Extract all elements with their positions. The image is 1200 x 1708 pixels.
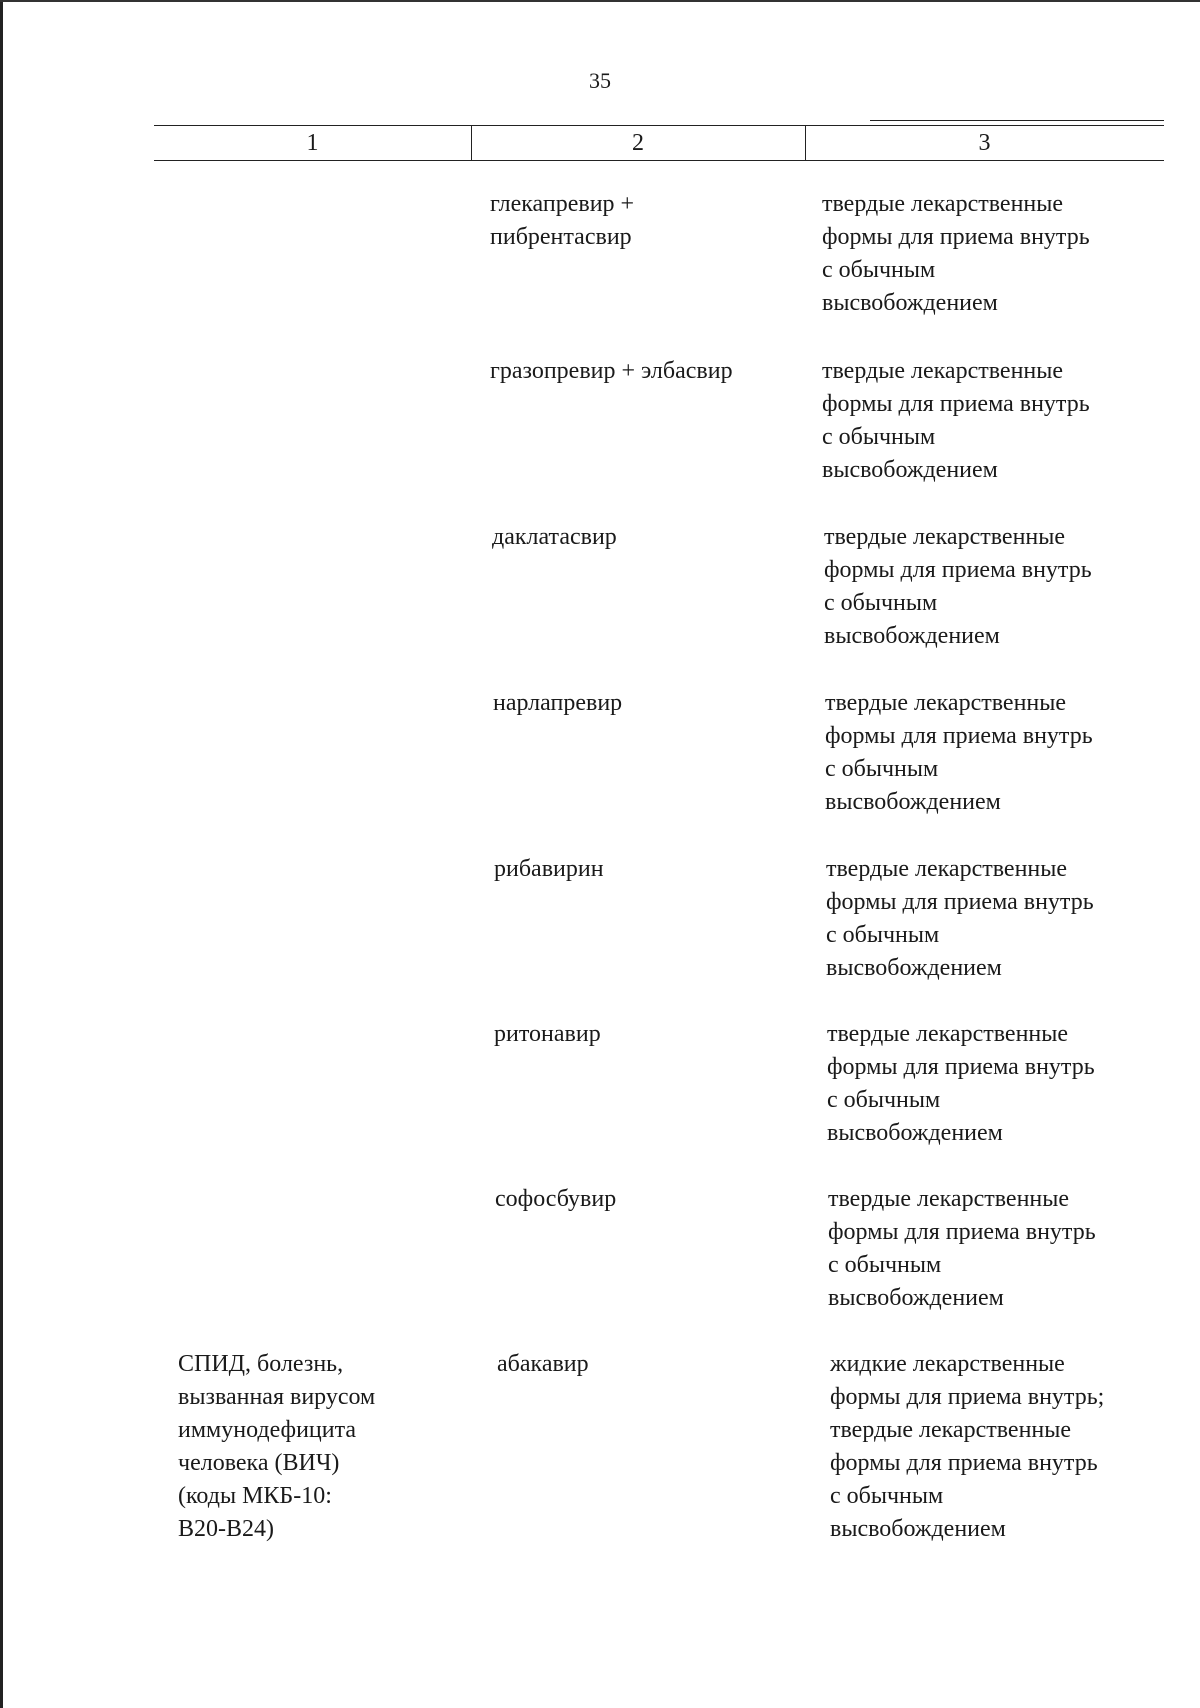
row-1-form: твердые лекарственные формы для приема внутрь с обычным высвобождением xyxy=(822,191,1090,316)
header-col-3: 3 xyxy=(978,130,991,156)
row-3-drug: даклатасвир xyxy=(492,524,617,550)
row-8-disease: СПИД, болезнь, вызванная вирусом иммунодефицита человека (ВИЧ) (коды МКБ-10: B20-B24) xyxy=(178,1351,376,1542)
row-5-drug: рибавирин xyxy=(494,856,604,882)
row-7-form: твердые лекарственные формы для приема внутрь с обычным высвобождением xyxy=(828,1186,1096,1311)
row-7-drug: софосбувир xyxy=(495,1186,617,1212)
header-col-1: 1 xyxy=(306,130,319,156)
header-col-2: 2 xyxy=(632,130,644,156)
header-rule-top-right xyxy=(870,120,1164,121)
scan-edge-left xyxy=(0,0,3,1708)
row-4-form: твердые лекарственные формы для приема внутрь с обычным высвобождением xyxy=(825,690,1093,815)
row-3-form: твердые лекарственные формы для приема внутрь с обычным высвобождением xyxy=(824,524,1092,649)
row-1-drug: глекапревир + пибрентасвир xyxy=(490,191,635,250)
page-number: 35 xyxy=(589,68,611,93)
row-2-form: твердые лекарственные формы для приема внутрь с обычным высвобождением xyxy=(822,358,1090,483)
row-8-form: жидкие лекарственные формы для приема внутрь; твердые лекарственные формы для приема внутрь с обычным высвобождением xyxy=(830,1351,1105,1542)
row-8-drug: абакавир xyxy=(497,1351,589,1377)
row-4-drug: нарлапревир xyxy=(493,690,623,716)
row-6-form: твердые лекарственные формы для приема внутрь с обычным высвобождением xyxy=(827,1021,1095,1146)
row-2-drug: гразопревир + элбасвир xyxy=(490,358,733,384)
row-5-form: твердые лекарственные формы для приема внутрь с обычным высвобождением xyxy=(826,856,1094,981)
scan-edge-top xyxy=(0,0,1200,2)
row-6-drug: ритонавир xyxy=(494,1021,601,1047)
